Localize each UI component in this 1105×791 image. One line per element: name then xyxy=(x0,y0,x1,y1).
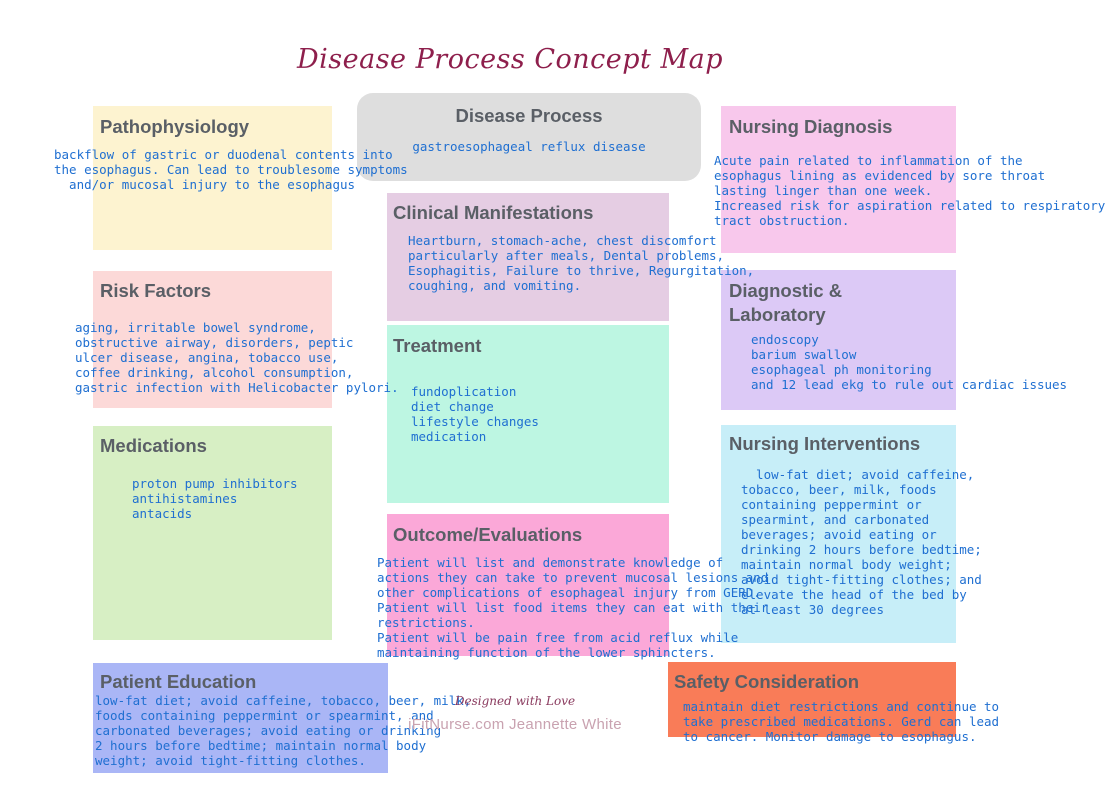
medications-heading: Medications xyxy=(100,435,207,456)
pathophysiology-heading: Pathophysiology xyxy=(100,116,250,137)
medications-box xyxy=(93,426,332,640)
disease-process-text: gastroesophageal reflux disease xyxy=(412,139,646,154)
outcome-text: Patient will list and demonstrate knowledge of actions they can take to prevent mucosal lesions and other complications of esophageal injury from GERD. Patient will list food items they can eat with their restrictions. Patient will be pain free from acid reflux while maintaining function of the lower sphincters. xyxy=(377,555,769,660)
page-title: Disease Process Concept Map xyxy=(296,44,723,75)
outcome-heading: Outcome/Evaluations xyxy=(393,524,583,545)
nursing-diagnosis-heading: Nursing Diagnosis xyxy=(729,116,893,137)
designed-with-love-credit: Designed with Love xyxy=(454,694,576,708)
clinical-manifestations-text: Heartburn, stomach-ache, chest discomfort particularly after meals, Dental problems, Esophagitis, Failure to thrive, Regurgitation, coughing, and vomiting. xyxy=(408,233,755,293)
medications-text: proton pump inhibitors antihistamines antacids xyxy=(132,476,298,521)
author-credit: iFitNurse.com Jeannette White xyxy=(408,716,622,733)
safety-text: maintain diet restrictions and continue to take prescribed medications. Gerd can lead to cancer. Monitor damage to esophagus. xyxy=(683,699,1000,744)
nursing-interventions-heading: Nursing Interventions xyxy=(729,433,921,454)
treatment-heading: Treatment xyxy=(393,335,482,356)
pathophysiology-text: backflow of gastric or duodenal contents into the esophagus. Can lead to troublesome symptoms and/or mucosal injury to the esophagus xyxy=(54,147,408,192)
clinical-manifestations-heading: Clinical Manifestations xyxy=(393,202,594,223)
nursing-diagnosis-text: Acute pain related to inflammation of the esophagus lining as evidenced by sore throat lasting linger than one week. Increased risk for aspiration related to respiratory tract obstruction. xyxy=(714,153,1105,228)
safety-heading: Safety Consideration xyxy=(674,671,860,692)
diagnostic-heading: Diagnostic & Laboratory xyxy=(729,280,843,325)
risk-factors-text: aging, irritable bowel syndrome, obstructive airway, disorders, peptic ulcer disease, angina, tobacco use, coffee drinking, alcohol consumption, gastric infection with Helicobacter pylori. xyxy=(75,320,399,395)
nursing-interventions-text: low-fat diet; avoid caffeine, tobacco, beer, milk, foods containing peppermint or spearmint, and carbonated beverages; avoid eating or drinking 2 hours before bedtime; maintain normal body weight; avoid tight-fitting clothes; and elevate the head of the bed by at least 30 degrees xyxy=(741,467,982,617)
diagnostic-text: endoscopy barium swallow esophageal ph monitoring and 12 lead ekg to rule out cardiac issues xyxy=(751,332,1068,392)
treatment-text: fundoplication diet change lifestyle changes medication xyxy=(411,384,539,444)
risk-factors-heading: Risk Factors xyxy=(100,280,212,301)
patient-education-text: low-fat diet; avoid caffeine, tobacco, beer, milk, foods containing peppermint or spearmint, and carbonated beverages; avoid eating or drinking 2 hours before bedtime; maintain normal body weight; avoid tight-fitting clothes. xyxy=(95,693,472,768)
disease-process-heading: Disease Process xyxy=(455,105,603,126)
patient-education-heading: Patient Education xyxy=(100,671,257,692)
